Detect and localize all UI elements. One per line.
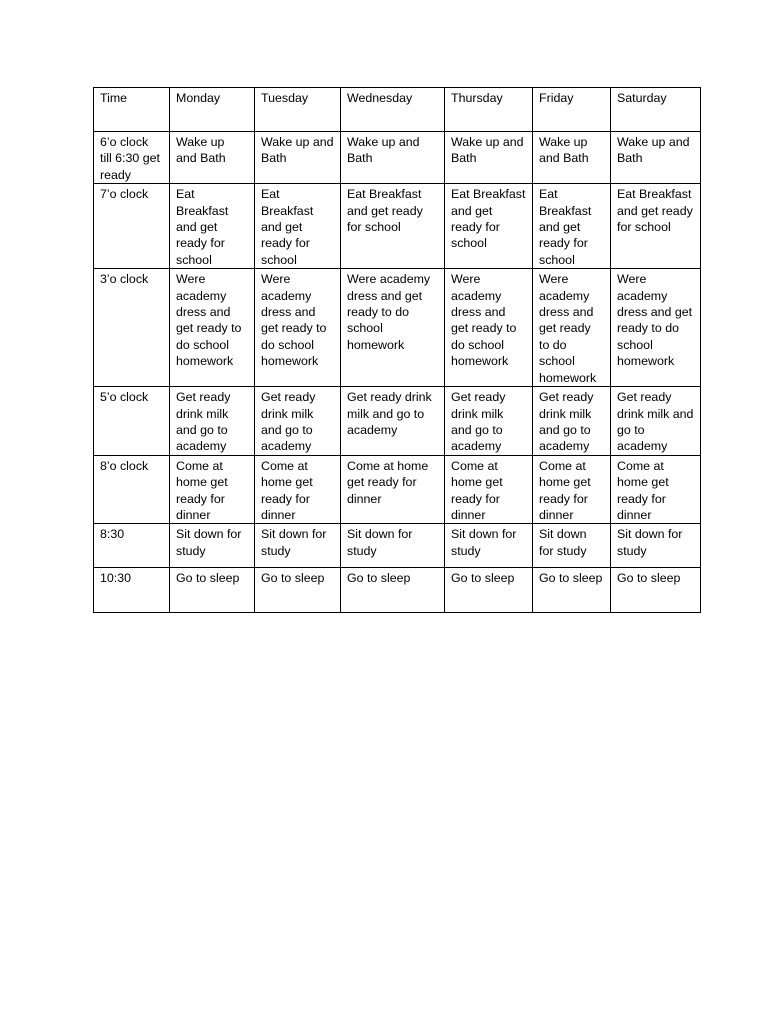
activity-cell: Get ready drink milk and go to academy	[170, 387, 255, 456]
header-row	[94, 88, 701, 132]
schedule-table	[93, 87, 701, 613]
activity-cell: Get ready drink milk and go to academy	[445, 387, 533, 456]
activity-cell: Were academy dress and get ready to do school homework	[611, 269, 701, 387]
activity-cell: Were academy dress and get ready to do school homework	[341, 269, 445, 387]
activity-cell: Sit down for study	[170, 524, 255, 568]
activity-cell: Wake up and Bath	[170, 132, 255, 184]
activity-cell: Eat Breakfast and get ready for school	[341, 184, 445, 269]
table-row	[94, 269, 701, 387]
time-cell: 3’o clock	[94, 269, 170, 387]
activity-cell: Come at home get ready for dinner	[255, 455, 341, 524]
table-row	[94, 132, 701, 184]
header-cell-friday: Friday	[533, 88, 611, 132]
activity-cell: Get ready drink milk and go to academy	[341, 387, 445, 456]
time-cell: 8:30	[94, 524, 170, 568]
header-cell-monday: Monday	[170, 88, 255, 132]
activity-cell: Go to sleep	[170, 568, 255, 613]
time-cell: 7’o clock	[94, 184, 170, 269]
activity-cell: Get ready drink milk and go to academy	[533, 387, 611, 456]
table-row	[94, 387, 701, 456]
activity-cell: Wake up and Bath	[445, 132, 533, 184]
table-row	[94, 455, 701, 524]
table-row	[94, 568, 701, 613]
activity-cell: Come at home get ready for dinner	[170, 455, 255, 524]
activity-cell: Were academy dress and get ready to do school homework	[533, 269, 611, 387]
time-cell: 6’o clock till 6:30 get ready	[94, 132, 170, 184]
table-row	[94, 524, 701, 568]
activity-cell: Come at home get ready for dinner	[611, 455, 701, 524]
time-cell: 5’o clock	[94, 387, 170, 456]
activity-cell: Wake up and Bath	[341, 132, 445, 184]
activity-cell: Sit down for study	[255, 524, 341, 568]
activity-cell: Eat Breakfast and get ready for school	[170, 184, 255, 269]
activity-cell: Come at home get ready for dinner	[533, 455, 611, 524]
activity-cell: Wake up and Bath	[255, 132, 341, 184]
activity-cell: Wake up and Bath	[533, 132, 611, 184]
activity-cell: Sit down for study	[533, 524, 611, 568]
header-cell-wednesday: Wednesday	[341, 88, 445, 132]
activity-cell: Get ready drink milk and go to academy	[611, 387, 701, 456]
activity-cell: Eat Breakfast and get ready for school	[445, 184, 533, 269]
activity-cell: Sit down for study	[341, 524, 445, 568]
activity-cell: Go to sleep	[341, 568, 445, 613]
activity-cell: Eat Breakfast and get ready for school	[611, 184, 701, 269]
activity-cell: Get ready drink milk and go to academy	[255, 387, 341, 456]
header-cell-thursday: Thursday	[445, 88, 533, 132]
activity-cell: Were academy dress and get ready to do school homework	[445, 269, 533, 387]
header-cell-time: Time	[94, 88, 170, 132]
activity-cell: Eat Breakfast and get ready for school	[255, 184, 341, 269]
activity-cell: Sit down for study	[611, 524, 701, 568]
activity-cell: Were academy dress and get ready to do school homework	[170, 269, 255, 387]
activity-cell: Come at home get ready for dinner	[341, 455, 445, 524]
header-cell-saturday: Saturday	[611, 88, 701, 132]
table-row	[94, 184, 701, 269]
time-cell: 8’o clock	[94, 455, 170, 524]
header-cell-tuesday: Tuesday	[255, 88, 341, 132]
activity-cell: Come at home get ready for dinner	[445, 455, 533, 524]
activity-cell: Go to sleep	[445, 568, 533, 613]
activity-cell: Go to sleep	[533, 568, 611, 613]
activity-cell: Wake up and Bath	[611, 132, 701, 184]
activity-cell: Go to sleep	[611, 568, 701, 613]
activity-cell: Eat Breakfast and get ready for school	[533, 184, 611, 269]
activity-cell: Go to sleep	[255, 568, 341, 613]
activity-cell: Were academy dress and get ready to do school homework	[255, 269, 341, 387]
activity-cell: Sit down for study	[445, 524, 533, 568]
time-cell: 10:30	[94, 568, 170, 613]
